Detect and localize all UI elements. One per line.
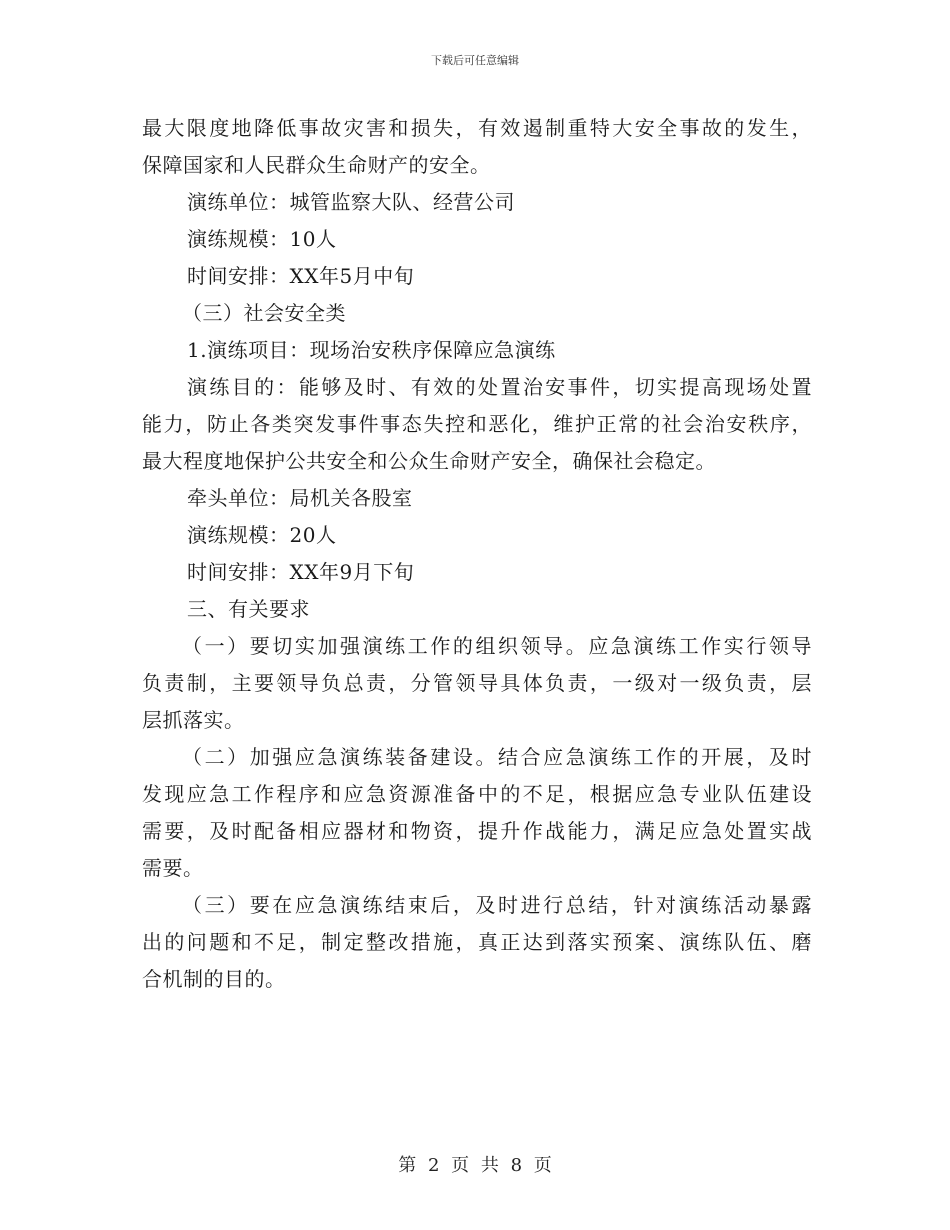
paragraph-line: 需要，及时配备相应器材和物资，提升作战能力，满足应急处置实战 [142,819,812,843]
paragraph-line: 保障国家和人民群众生命财产的安全。 [142,153,491,177]
paragraph-line: （一）要切实加强演练工作的组织领导。应急演练工作实行领导 [182,634,812,658]
document-body [142,110,812,998]
paragraph-line: 出的问题和不足，制定整改措施，真正达到落实预案、演练队伍、磨 [142,930,812,954]
paragraph-line: 牵头单位：局机关各股室 [187,486,413,510]
paragraph-line: 层抓落实。 [142,708,245,732]
paragraph-line: 能力，防止各类突发事件事态失控和恶化，维护正常的社会治安秩序， [142,412,812,436]
paragraph-line: 合机制的目的。 [142,967,286,991]
paragraph-line: 演练规模：20人 [187,523,337,547]
paragraph-line: 1.演练项目：现场治安秩序保障应急演练 [187,338,556,362]
paragraph-line: 负责制，主要领导负总责，分管领导具体负责，一级对一级负责，层 [142,671,812,695]
paragraph-line: 演练目的：能够及时、有效的处置治安事件，切实提高现场处置 [187,375,812,399]
page-header: 下载后可任意编辑 [431,54,519,67]
paragraph-line: （二）加强应急演练装备建设。结合应急演练工作的开展，及时 [182,745,812,769]
paragraph-line: 演练单位：城管监察大队、经营公司 [187,190,515,214]
paragraph-line: 发现应急工作程序和应急资源准备中的不足，根据应急专业队伍建设 [142,782,812,806]
section-heading: （三）社会安全类 [182,301,346,325]
page-number: 第 2 页 共 8 页 [398,1155,552,1176]
paragraph-line: 最大程度地保护公共安全和公众生命财产安全，确保社会稳定。 [142,449,716,473]
paragraph-line: （三）要在应急演练结束后，及时进行总结，针对演练活动暴露 [182,893,812,917]
paragraph-line: 最大限度地降低事故灾害和损失，有效遏制重特大安全事故的发生， [142,116,812,140]
paragraph-line: 演练规模：10人 [187,227,337,251]
paragraph-line: 时间安排：XX年9月下旬 [187,560,415,584]
paragraph-line: 时间安排：XX年5月中旬 [187,264,415,288]
paragraph-line: 需要。 [142,856,204,880]
section-heading: 三、有关要求 [187,597,310,621]
